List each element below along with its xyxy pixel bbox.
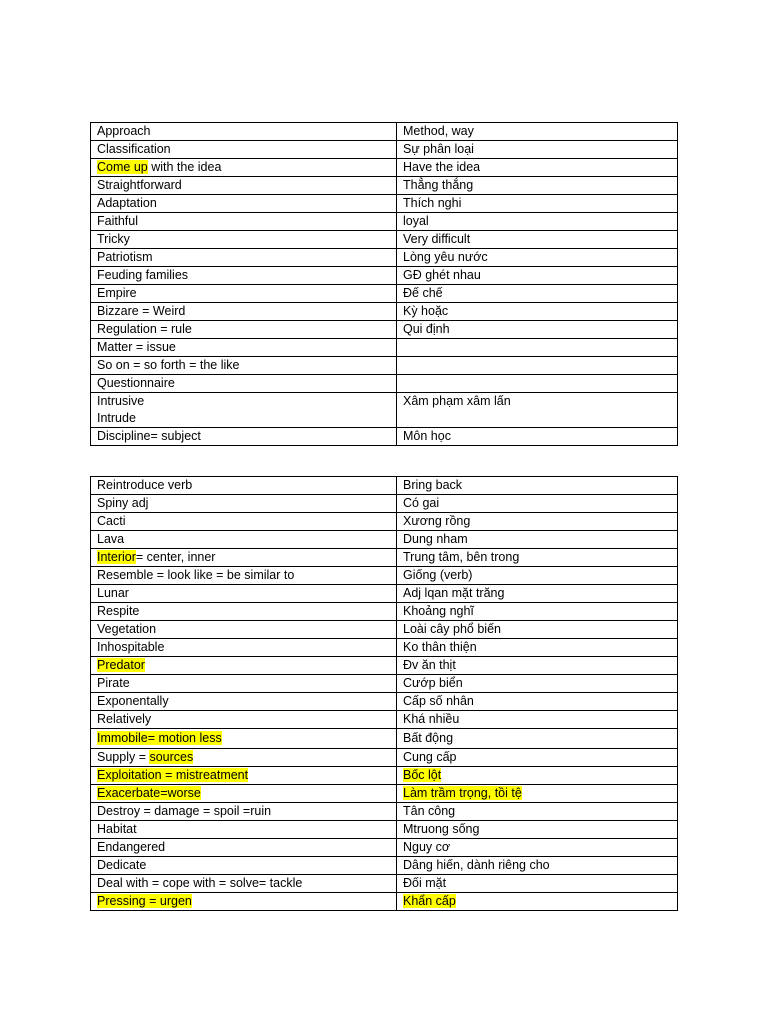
- highlighted-text: Come up: [97, 160, 148, 174]
- term-cell: [91, 839, 397, 857]
- cell-text: Cung cấp: [403, 750, 457, 764]
- cell-text: Môn học: [403, 429, 451, 443]
- term-cell: [91, 177, 397, 195]
- table-row: [91, 639, 678, 657]
- term-cell: [91, 893, 397, 911]
- meaning-cell: [397, 675, 678, 693]
- term-cell: [91, 785, 397, 803]
- cell-text: Bizzare = Weird: [97, 304, 186, 318]
- cell-text: Xâm phạm xâm lấn: [403, 394, 511, 408]
- cell-text: Lòng yêu nước: [403, 250, 488, 264]
- meaning-cell: [397, 785, 678, 803]
- term-cell: [91, 195, 397, 213]
- cell-text: Đối mặt: [403, 876, 447, 890]
- cell-text: Thích nghi: [403, 196, 462, 210]
- term-cell: [91, 729, 397, 749]
- meaning-cell: [397, 123, 678, 141]
- term-cell: [91, 675, 397, 693]
- term-cell: [91, 285, 397, 303]
- highlighted-text: Làm trầm trọng, tồi tệ: [403, 786, 522, 800]
- term-cell: [91, 821, 397, 839]
- meaning-cell: [397, 875, 678, 893]
- table-row: [91, 159, 678, 177]
- term-cell: [91, 549, 397, 567]
- highlighted-text: Bốc lột: [403, 768, 442, 782]
- meaning-cell: [397, 513, 678, 531]
- cell-text: So on = so forth = the like: [97, 358, 240, 372]
- term-cell: [91, 567, 397, 585]
- highlighted-text: sources: [149, 750, 194, 764]
- meaning-cell: [397, 177, 678, 195]
- term-cell: [91, 639, 397, 657]
- cell-text: Đv ăn thịt: [403, 658, 456, 672]
- table-row: [91, 177, 678, 195]
- cell-text: Respite: [97, 604, 140, 618]
- term-cell: [91, 531, 397, 549]
- highlighted-text: Khẩn cấp: [403, 894, 456, 908]
- cell-text: with the idea: [147, 160, 222, 174]
- table-row: [91, 785, 678, 803]
- cell-text: Kỳ hoặc: [403, 304, 449, 318]
- term-cell: [91, 693, 397, 711]
- term-cell: [91, 357, 397, 375]
- table-row: [91, 321, 678, 339]
- table-row: [91, 213, 678, 231]
- table-row: [91, 803, 678, 821]
- meaning-cell: [397, 393, 678, 428]
- cell-text: Bring back: [403, 478, 463, 492]
- cell-text: Relatively: [97, 712, 152, 726]
- meaning-cell: [397, 821, 678, 839]
- cell-text: Intrude: [97, 411, 136, 425]
- cell-text: Lava: [97, 532, 125, 546]
- table-row: [91, 729, 678, 749]
- cell-text: Lunar: [97, 586, 129, 600]
- term-cell: [91, 513, 397, 531]
- meaning-cell: [397, 803, 678, 821]
- highlighted-text: Predator: [97, 658, 145, 672]
- meaning-cell: [397, 303, 678, 321]
- table-row: [91, 657, 678, 675]
- term-cell: [91, 375, 397, 393]
- cell-text: Bất động: [403, 731, 454, 745]
- table-row: [91, 749, 678, 767]
- table-row: [91, 893, 678, 911]
- table-row: [91, 267, 678, 285]
- cell-text: Adaptation: [97, 196, 157, 210]
- meaning-cell: [397, 767, 678, 785]
- highlighted-text: Interior: [97, 550, 136, 564]
- table-row: [91, 711, 678, 729]
- cell-text: Vegetation: [97, 622, 157, 636]
- table-row: [91, 567, 678, 585]
- term-cell: [91, 621, 397, 639]
- cell-text: Destroy = damage = spoil =ruin: [97, 804, 272, 818]
- table-row: [91, 839, 678, 857]
- cell-text: Dâng hiến, dành riêng cho: [403, 858, 550, 872]
- cell-text: Sự phân loại: [403, 142, 474, 156]
- cell-text: Faithful: [97, 214, 138, 228]
- meaning-cell: [397, 839, 678, 857]
- meaning-cell: [397, 857, 678, 875]
- table-row: [91, 249, 678, 267]
- meaning-cell: [397, 285, 678, 303]
- cell-text: Have the idea: [403, 160, 481, 174]
- term-cell: [91, 603, 397, 621]
- cell-text: Xương rồng: [403, 514, 471, 528]
- cell-text: Empire: [97, 286, 137, 300]
- meaning-cell: [397, 495, 678, 513]
- term-cell: [91, 249, 397, 267]
- highlighted-text: Pressing = urgen: [97, 894, 192, 908]
- cell-text: GĐ ghét nhau: [403, 268, 481, 282]
- table-row: [91, 767, 678, 785]
- table-row: [91, 585, 678, 603]
- term-cell: [91, 339, 397, 357]
- table-row: [91, 123, 678, 141]
- cell-text: Đế chế: [403, 286, 443, 300]
- term-cell: [91, 267, 397, 285]
- table-row: [91, 303, 678, 321]
- cell-text: Questionnaire: [97, 376, 175, 390]
- table-row: [91, 477, 678, 495]
- meaning-cell: [397, 749, 678, 767]
- cell-text: Very difficult: [403, 232, 471, 246]
- table-row: [91, 821, 678, 839]
- term-cell: [91, 123, 397, 141]
- term-cell: [91, 857, 397, 875]
- cell-text: Ko thân thiện: [403, 640, 477, 654]
- term-cell: [91, 231, 397, 249]
- meaning-cell: [397, 549, 678, 567]
- cell-text: Matter = issue: [97, 340, 176, 354]
- term-cell: [91, 428, 397, 446]
- cell-text: Approach: [97, 124, 151, 138]
- highlighted-text: Immobile= motion less: [97, 731, 222, 745]
- term-cell: [91, 321, 397, 339]
- term-cell: [91, 213, 397, 231]
- table-row: [91, 195, 678, 213]
- table-row: [91, 393, 678, 428]
- term-cell: [91, 141, 397, 159]
- cell-text: Cacti: [97, 514, 126, 528]
- cell-text: Straightforward: [97, 178, 182, 192]
- table-row: [91, 857, 678, 875]
- table-row: [91, 339, 678, 357]
- meaning-cell: [397, 693, 678, 711]
- cell-text: Dedicate: [97, 858, 147, 872]
- table-row: [91, 693, 678, 711]
- meaning-cell: [397, 267, 678, 285]
- cell-text: Tricky: [97, 232, 130, 246]
- cell-text: Exponentally: [97, 694, 169, 708]
- table-row: [91, 531, 678, 549]
- term-cell: [91, 657, 397, 675]
- term-cell: [91, 749, 397, 767]
- meaning-cell: [397, 375, 678, 393]
- cell-text: Mtruong sống: [403, 822, 480, 836]
- meaning-cell: [397, 159, 678, 177]
- table-row: [91, 357, 678, 375]
- table-row: [91, 513, 678, 531]
- cell-text: Nguy cơ: [403, 840, 451, 854]
- cell-text: Resemble = look like = be similar to: [97, 568, 295, 582]
- cell-text: Reintroduce verb: [97, 478, 193, 492]
- table-row: [91, 621, 678, 639]
- cell-text: Dung nham: [403, 532, 468, 546]
- cell-text: Cướp biển: [403, 676, 463, 690]
- term-cell: [91, 159, 397, 177]
- cell-text: Habitat: [97, 822, 137, 836]
- meaning-cell: [397, 195, 678, 213]
- cell-text: Loài cây phổ biến: [403, 622, 501, 636]
- meaning-cell: [397, 567, 678, 585]
- term-cell: [91, 767, 397, 785]
- table-row: [91, 549, 678, 567]
- meaning-cell: [397, 639, 678, 657]
- meaning-cell: [397, 213, 678, 231]
- cell-text: Spiny adj: [97, 496, 149, 510]
- meaning-cell: [397, 585, 678, 603]
- cell-text: Discipline= subject: [97, 429, 201, 443]
- cell-text: Thẳng thắng: [403, 178, 474, 192]
- cell-text: Adj lqan mặt trăng: [403, 586, 505, 600]
- meaning-cell: [397, 893, 678, 911]
- cell-text: Method, way: [403, 124, 474, 138]
- cell-text: Giống (verb): [403, 568, 473, 582]
- meaning-cell: [397, 231, 678, 249]
- meaning-cell: [397, 711, 678, 729]
- term-cell: [91, 477, 397, 495]
- cell-text: Supply =: [97, 750, 150, 764]
- cell-text: Cấp số nhân: [403, 694, 474, 708]
- cell-text: loyal: [403, 214, 429, 228]
- cell-text: Có gai: [403, 496, 440, 510]
- table-row: [91, 495, 678, 513]
- term-cell: [91, 303, 397, 321]
- table-row: [91, 675, 678, 693]
- cell-text: Qui định: [403, 322, 450, 336]
- table-row: [91, 285, 678, 303]
- meaning-cell: [397, 321, 678, 339]
- table-row: [91, 875, 678, 893]
- cell-text: Patriotism: [97, 250, 153, 264]
- term-cell: [91, 711, 397, 729]
- meaning-cell: [397, 141, 678, 159]
- cell-text: Intrusive: [97, 394, 145, 408]
- cell-text: Khoảng nghĩ: [403, 604, 474, 618]
- vocab-table-2: [90, 476, 678, 911]
- term-cell: [91, 495, 397, 513]
- highlighted-text: Exacerbate=worse: [97, 786, 201, 800]
- cell-text: Deal with = cope with = solve= tackle: [97, 876, 303, 890]
- table-row: [91, 231, 678, 249]
- table-row: [91, 141, 678, 159]
- term-cell: [91, 803, 397, 821]
- term-cell: [91, 875, 397, 893]
- cell-text: Trung tâm, bên trong: [403, 550, 520, 564]
- vocab-table-1: [90, 122, 678, 446]
- meaning-cell: [397, 621, 678, 639]
- meaning-cell: [397, 531, 678, 549]
- cell-text: Inhospitable: [97, 640, 165, 654]
- cell-text: Endangered: [97, 840, 166, 854]
- meaning-cell: [397, 603, 678, 621]
- cell-text: = center, inner: [135, 550, 216, 564]
- meaning-cell: [397, 657, 678, 675]
- term-cell: [91, 393, 397, 428]
- cell-text: Feuding families: [97, 268, 189, 282]
- term-cell: [91, 585, 397, 603]
- cell-text: Classification: [97, 142, 171, 156]
- meaning-cell: [397, 729, 678, 749]
- cell-text: Pirate: [97, 676, 130, 690]
- cell-text: Tân công: [403, 804, 456, 818]
- table-row: [91, 428, 678, 446]
- meaning-cell: [397, 477, 678, 495]
- meaning-cell: [397, 339, 678, 357]
- cell-text: Regulation = rule: [97, 322, 192, 336]
- meaning-cell: [397, 428, 678, 446]
- highlighted-text: Exploitation = mistreatment: [97, 768, 249, 782]
- meaning-cell: [397, 357, 678, 375]
- meaning-cell: [397, 249, 678, 267]
- cell-text: Khá nhiều: [403, 712, 460, 726]
- table-row: [91, 603, 678, 621]
- table-row: [91, 375, 678, 393]
